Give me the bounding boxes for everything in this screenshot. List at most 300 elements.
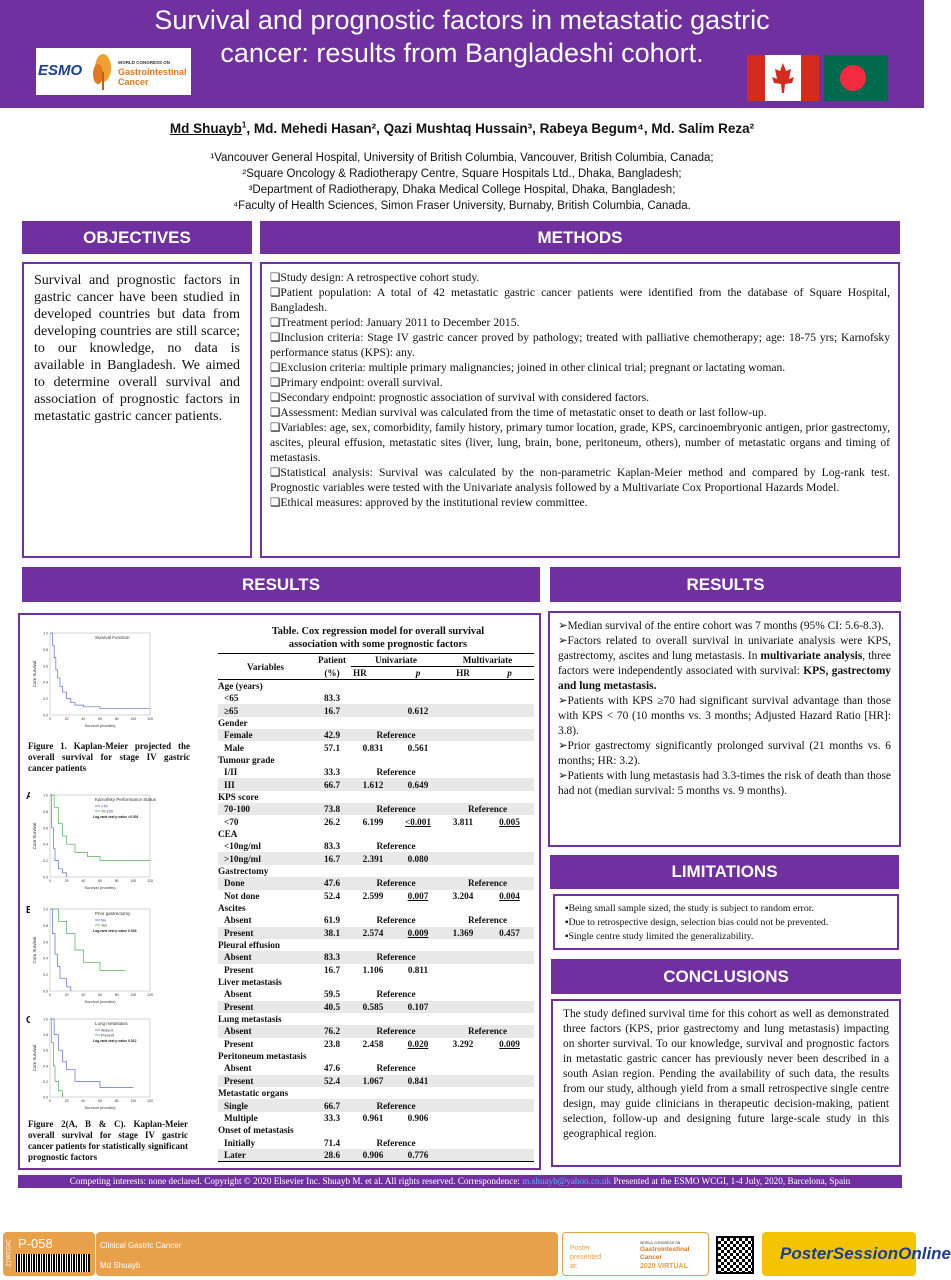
- x-axis-label: Survival (months): [84, 999, 116, 1004]
- cell-hr: Reference: [351, 951, 441, 963]
- presented-at-label: Poster presented at:: [570, 1245, 602, 1270]
- cell-hr-multi: [441, 741, 485, 753]
- cell-patient: 47.6: [323, 1063, 341, 1074]
- cell-hr: [351, 704, 395, 716]
- cell-patient: [313, 976, 351, 988]
- cell-p: [395, 692, 441, 704]
- cell-hr-multi: [441, 852, 485, 864]
- table-row: [218, 964, 534, 976]
- cell-hr: Reference: [351, 803, 441, 815]
- cell-hr-multi: 3.811: [452, 816, 474, 827]
- cell-hr-multi: [441, 717, 485, 729]
- footer-text: Presented at the ESMO WCGI, 1-4 July, 2020, Barcelona, Spain: [611, 1176, 851, 1186]
- x-tick-label: 0: [49, 993, 51, 997]
- y-tick-label: 0.4: [43, 842, 48, 847]
- y-tick-label: 0.0: [43, 1095, 48, 1100]
- x-tick-label: 100: [130, 993, 137, 997]
- table-section-row: [218, 902, 534, 914]
- cell-hr: [351, 1124, 395, 1136]
- cell-hr: [351, 976, 395, 988]
- cell-p-multi: [485, 1050, 534, 1062]
- results-item: [558, 739, 891, 769]
- limitation-item: ▪Single centre study limited the generalizability.: [565, 931, 754, 942]
- log-rank-label: Log-rank test p value 0.012: [93, 1039, 137, 1043]
- x-tick-label: 0: [49, 1099, 51, 1103]
- cell-p: 0.009: [395, 927, 441, 939]
- cell-p: [395, 680, 441, 693]
- results-text: ➢Factors related to overall survival in univariate analysis were KPS, gastrectomy, ascites and lung metastasis. In: [558, 635, 891, 662]
- cell-hr-multi: Reference: [441, 877, 534, 889]
- cell-hr-multi: [441, 704, 485, 716]
- table-section-row: [218, 865, 534, 877]
- results-item: [558, 694, 891, 739]
- cell-variable: Gender: [218, 717, 248, 728]
- cell-patient: [313, 1013, 351, 1025]
- cell-p: [395, 939, 441, 951]
- cell-p-multi: [485, 1136, 534, 1148]
- correspondence-email[interactable]: m.shuayb@yahoo.co.uk: [522, 1176, 612, 1186]
- cell-hr-multi: [441, 1124, 485, 1136]
- cell-variable: Absent: [224, 1063, 252, 1074]
- x-tick-label: 120: [147, 879, 153, 883]
- cell-variable: <10ng/ml: [224, 841, 261, 852]
- km-chart-overall: [30, 629, 154, 737]
- cell-p: 0.107: [395, 1001, 441, 1013]
- cell-p-multi: [485, 704, 534, 716]
- x-axis-label: Survival (months): [84, 1105, 116, 1110]
- cell-patient: 33.3: [323, 1112, 341, 1123]
- table-row: [218, 704, 534, 716]
- y-tick-label: 1.0: [43, 793, 48, 798]
- y-tick-label: 0.8: [43, 923, 48, 928]
- cell-variable: KPS score: [218, 791, 259, 802]
- cell-variable: Ascites: [218, 903, 246, 914]
- cell-hr: Reference: [376, 1137, 416, 1148]
- y-axis-label: Cum Survival: [32, 822, 37, 850]
- cell-hr: Reference: [376, 1063, 416, 1074]
- x-tick-label: 80: [114, 717, 119, 721]
- methods-box: [260, 262, 900, 558]
- x-tick-label: 20: [64, 993, 69, 997]
- footer-text: Competing interests: none declared. Copyright © 2020 Elsevier Inc. Shuayb M. et al. All rights reserved. Correspondence:: [69, 1176, 523, 1186]
- cell-patient: 71.4: [323, 1137, 341, 1148]
- cell-variable: Multiple: [224, 1112, 258, 1123]
- methods-item: ❑Inclusion criteria: Stage IV gastric cancer proved by pathology; treated with palliative chemotherapy; age: 18-75 yrs; Karnofsky performance status (KPS): any.: [270, 331, 890, 359]
- col-univariate: Univariate: [351, 654, 441, 667]
- cell-p: [395, 865, 441, 877]
- cell-hr-multi: [441, 964, 485, 976]
- cell-hr: Reference: [351, 729, 441, 741]
- cell-hr-multi: [441, 729, 485, 741]
- col-hr-multi: HR: [456, 668, 470, 678]
- x-tick-label: 40: [81, 993, 86, 997]
- poster-info-panel: [96, 1232, 558, 1276]
- cell-hr: Reference: [351, 877, 441, 889]
- results-text: ➢Median survival of the entire cohort was 7 months (95% CI: 5.6-8.3).: [558, 620, 884, 632]
- x-tick-label: 40: [81, 879, 86, 883]
- cell-variable: Initially: [224, 1137, 256, 1148]
- logo-line-bottom: Cancer: [118, 77, 149, 87]
- table-section-row: [218, 680, 534, 693]
- cell-variable: Single: [218, 1099, 313, 1111]
- results-heading-left: RESULTS: [22, 567, 540, 602]
- cell-p: [395, 1087, 441, 1099]
- poster-id: P-058: [18, 1236, 53, 1251]
- cell-hr: 2.574: [351, 927, 395, 939]
- cell-patient: 26.2: [323, 816, 341, 827]
- cell-p-multi: [485, 1001, 534, 1013]
- cell-variable: <65: [224, 693, 239, 704]
- cell-hr-multi: [441, 828, 485, 840]
- cell-hr: 2.599: [362, 890, 384, 901]
- x-tick-label: 20: [64, 717, 69, 721]
- cell-patient: [313, 791, 351, 803]
- cell-patient: 40.5: [313, 1001, 351, 1013]
- cell-hr: Reference: [376, 915, 416, 926]
- cell-patient: 57.1: [323, 742, 341, 753]
- cell-variable: Lung metastasis: [218, 1014, 282, 1025]
- y-tick-label: 0.6: [43, 940, 48, 945]
- logo-line-mid: Gastrointestinal: [118, 67, 187, 77]
- cell-hr-multi: [441, 680, 485, 693]
- vertical-code: 21WCGIC: [6, 1239, 13, 1267]
- plot-area: [50, 633, 150, 715]
- legend-title: Survival Function: [95, 635, 130, 640]
- table-row: [218, 877, 534, 889]
- poster-author: Md Shuayb: [100, 1261, 141, 1270]
- cell-hr: Reference: [376, 767, 416, 778]
- cell-hr-multi: [441, 754, 485, 766]
- methods-item: ❑Exclusion criteria: multiple primary malignancies; joined in other clinical trial; pregnant or lactating woman.: [270, 361, 786, 374]
- cell-patient: 52.4: [323, 890, 341, 901]
- cell-hr-multi: 3.204: [452, 890, 474, 901]
- cell-p-multi: [485, 741, 534, 753]
- cell-variable: Absent: [218, 1025, 313, 1037]
- cell-p-multi: [485, 939, 534, 951]
- affiliations: [0, 150, 924, 214]
- cell-patient: [313, 1124, 351, 1136]
- legend-label: Absent: [101, 1028, 113, 1033]
- cox-table-title: [220, 625, 536, 651]
- cell-patient: [313, 680, 351, 693]
- table-row: [218, 1136, 534, 1148]
- x-tick-label: 40: [81, 1099, 86, 1103]
- cell-variable: Present: [218, 1075, 313, 1087]
- cell-p: [395, 754, 441, 766]
- cell-hr: [351, 902, 395, 914]
- methods-item: ❑Study design: A retrospective cohort study.: [270, 271, 480, 284]
- results-text: ➢Patients with lung metastasis had 3.3-times the risk of death than those had not (median survival: 5 months vs. 9 months).: [558, 770, 891, 797]
- x-tick-label: 100: [130, 717, 137, 721]
- cell-variable: Metastatic organs: [218, 1088, 289, 1099]
- col-p-multi: p: [507, 668, 512, 678]
- table-section-row: [218, 1013, 534, 1025]
- legend-label: <70: [101, 804, 108, 809]
- cell-patient: 66.7: [313, 1099, 351, 1111]
- y-tick-label: 0.2: [43, 859, 48, 864]
- cell-variable: Present: [218, 927, 313, 939]
- x-tick-label: 60: [98, 993, 102, 997]
- brand-name: [780, 1244, 951, 1264]
- table-section-row: [218, 1124, 534, 1136]
- cell-p-multi: 0.457: [485, 927, 534, 939]
- cell-patient: 42.9: [313, 729, 351, 741]
- results-item: [558, 769, 891, 799]
- results-list: [550, 613, 899, 805]
- km-chart-kps: [30, 791, 157, 899]
- methods-item: ❑Treatment period: January 2011 to December 2015.: [270, 316, 520, 329]
- cell-hr: 0.831: [362, 742, 384, 753]
- table-row: [218, 852, 534, 864]
- methods-item: ❑Primary endpoint: overall survival.: [270, 376, 443, 389]
- y-tick-label: 1.0: [43, 631, 48, 636]
- cell-patient: 61.9: [323, 915, 341, 926]
- methods-item: ❑Variables: age, sex, comorbidity, family history, primary tumor location, grade, KPS, carcinoembryonic antigen, prior gastrectomy, ascites, pleural effusion, metastatic sites (liver, lung, brain, bone, peritoneum, others), number of metastatic organs and timing of metastasis.: [270, 421, 890, 464]
- cell-hr-multi: [441, 865, 485, 877]
- table-row: [218, 1038, 534, 1050]
- results-figure-table-box: [18, 613, 541, 1170]
- y-tick-label: 0.2: [43, 973, 48, 978]
- cell-variable: Present: [218, 1001, 313, 1013]
- table-row: [218, 890, 534, 902]
- leaf-icon: [90, 52, 116, 90]
- results-summary-box: [548, 611, 901, 847]
- congress-mini-bottom: Cancer: [640, 1254, 663, 1261]
- y-tick-label: 0.8: [43, 647, 48, 652]
- cell-hr-multi: [441, 902, 485, 914]
- y-tick-label: 0.0: [43, 713, 48, 718]
- km-chart-gastrectomy: [30, 905, 154, 1013]
- cell-hr: [351, 1050, 395, 1062]
- x-tick-label: 100: [130, 879, 137, 883]
- cell-hr-multi: 3.292: [452, 1038, 474, 1049]
- cell-hr: 2.391: [351, 852, 395, 864]
- x-tick-label: 120: [147, 1099, 153, 1103]
- col-p: p: [415, 668, 421, 678]
- cell-hr: [351, 828, 395, 840]
- cox-table-title-line: association with some prognostic factors: [288, 639, 468, 650]
- cox-regression-table: [218, 653, 534, 1162]
- cell-p-multi: [485, 1075, 534, 1087]
- methods-item: ❑Statistical analysis: Survival was calculated by the non-parametric Kaplan-Meier method and compared by Log-rank test. Prognostic variables were tested with the Univariate analysis followed by a Multivariate Cox Proportional Hazards Model.: [270, 466, 890, 494]
- cell-p: 0.811: [407, 964, 429, 975]
- cell-p: 0.776: [395, 1149, 441, 1162]
- cell-hr-multi: [441, 840, 485, 852]
- cell-hr: Reference: [376, 989, 416, 1000]
- table-row: [218, 1149, 534, 1162]
- cell-p-multi: [485, 840, 534, 852]
- cell-p-multi: [485, 729, 534, 741]
- cell-hr-multi: Reference: [467, 915, 508, 926]
- table-row: [218, 815, 534, 827]
- cell-patient: [313, 717, 351, 729]
- y-tick-label: 0.4: [43, 680, 48, 685]
- y-tick-label: 0.6: [43, 826, 48, 831]
- qr-code-icon[interactable]: [716, 1236, 754, 1274]
- cell-hr: 0.585: [351, 1001, 395, 1013]
- cell-patient: 16.7: [313, 704, 351, 716]
- legend-title: Lung metastasis: [95, 1021, 128, 1026]
- table-row: [218, 951, 534, 963]
- cell-p: <0.001: [405, 816, 431, 827]
- conclusions-heading: CONCLUSIONS: [551, 959, 901, 994]
- cell-variable: Female: [218, 729, 313, 741]
- y-tick-label: 0.8: [43, 809, 48, 814]
- cell-patient: 59.5: [323, 989, 341, 1000]
- cell-hr: [351, 717, 395, 729]
- cell-p-multi: [485, 778, 534, 790]
- table-row: [218, 840, 534, 852]
- esmo-logo-text: ESMO: [38, 62, 83, 79]
- legend-title: Karnofsky Performance Status: [95, 797, 157, 802]
- x-tick-label: 120: [147, 717, 153, 721]
- cell-p: 0.906: [407, 1112, 429, 1123]
- y-tick-label: 0.8: [43, 1033, 48, 1038]
- cell-hr: [351, 692, 395, 704]
- cell-p: 0.020: [407, 1038, 429, 1049]
- cell-patient: 76.2: [313, 1025, 351, 1037]
- footer-bar: [18, 1175, 902, 1188]
- cell-p-multi: [485, 964, 534, 976]
- results-heading-right: RESULTS: [550, 567, 901, 602]
- cell-p: [395, 1050, 441, 1062]
- cell-p: 0.649: [395, 778, 441, 790]
- cell-hr-multi: 1.369: [441, 927, 485, 939]
- y-tick-label: 1.0: [43, 907, 48, 912]
- x-tick-label: 60: [98, 1099, 102, 1103]
- cell-p-multi: [485, 976, 534, 988]
- cell-patient: [313, 1050, 351, 1062]
- results-emphasis: multivariate analysis: [760, 650, 863, 662]
- cell-variable: Later: [218, 1149, 313, 1162]
- affiliation: ²Square Oncology & Radiotherapy Centre, Square Hospitals Ltd., Dhaka, Bangladesh;: [242, 168, 682, 180]
- limitations-heading: LIMITATIONS: [550, 855, 899, 889]
- col-hr: HR: [353, 668, 367, 678]
- x-axis-label: Survival (months): [84, 723, 116, 728]
- cell-patient: 83.3: [323, 693, 341, 704]
- table-row: [218, 803, 534, 815]
- cell-patient: [313, 865, 351, 877]
- cell-p-multi: [485, 791, 534, 803]
- cell-variable: Present: [224, 964, 254, 975]
- congress-mini-top: WORLD CONGRESS ON: [640, 1241, 681, 1245]
- co-authors: , Md. Mehedi Hasan², Qazi Mushtaq Hussain³, Rabeya Begum⁴, Md. Salim Reza²: [246, 120, 755, 136]
- x-tick-label: 100: [130, 1099, 137, 1103]
- limitation-item: ▪Being small sample sized, the study is subject to random error.: [565, 903, 814, 914]
- cell-hr-multi: [441, 976, 485, 988]
- cell-hr: [351, 865, 395, 877]
- legend-label: 70-100: [101, 809, 113, 814]
- x-tick-label: 60: [98, 717, 102, 721]
- cell-hr-multi: [441, 778, 485, 790]
- cell-p-multi: [485, 692, 534, 704]
- col-patient: Patient: [317, 655, 347, 666]
- cell-patient: 47.6: [313, 877, 351, 889]
- cell-p-multi: [485, 1062, 534, 1074]
- cell-patient: 66.7: [313, 778, 351, 790]
- cell-variable: Peritoneum metastasis: [218, 1051, 307, 1062]
- cell-p-multi: [485, 951, 534, 963]
- table-section-row: [218, 791, 534, 803]
- cell-p-multi: 0.004: [499, 890, 520, 901]
- table-row: [218, 692, 534, 704]
- congress-logo: [36, 48, 191, 95]
- cell-p-multi: [485, 754, 534, 766]
- legend-label: Yes: [101, 923, 108, 928]
- x-tick-label: 0: [49, 879, 51, 883]
- cell-p: [395, 1013, 441, 1025]
- table-row: [218, 988, 534, 1000]
- cell-p-multi: [485, 988, 534, 1000]
- y-tick-label: 0.4: [43, 956, 48, 961]
- cell-hr: 1.106: [362, 964, 384, 975]
- table-row: [218, 729, 534, 741]
- cell-variable: Absent: [218, 951, 313, 963]
- cell-patient: 73.8: [313, 803, 351, 815]
- cell-hr-multi: [441, 1099, 485, 1111]
- y-tick-label: 0.2: [43, 1079, 48, 1084]
- cell-p: [395, 828, 441, 840]
- cell-hr: [351, 680, 395, 693]
- cell-variable: III: [218, 778, 313, 790]
- cell-patient: [313, 1087, 351, 1099]
- table-section-row: [218, 939, 534, 951]
- cell-variable: Present: [224, 1038, 254, 1049]
- figure-a-label: A: [26, 791, 34, 802]
- cell-variable: Onset of metastasis: [218, 1125, 294, 1136]
- barcode-icon: [16, 1254, 90, 1272]
- objectives-box: [22, 262, 252, 558]
- cell-p: 0.841: [395, 1075, 441, 1087]
- cell-p: [395, 902, 441, 914]
- x-tick-label: 80: [114, 993, 119, 997]
- cell-hr-multi: [441, 1013, 485, 1025]
- figure-c-label: C: [26, 1015, 34, 1026]
- results-emphasis: KPS, gastrectomy and lung metastasis.: [558, 665, 891, 692]
- congress-mini-mid: Gastrointestinal: [640, 1246, 690, 1253]
- cell-hr: 0.961: [362, 1112, 384, 1123]
- col-multivariate: Multivariate: [441, 654, 534, 667]
- cell-variable: Absent: [224, 915, 252, 926]
- cell-p-multi: [485, 1099, 534, 1111]
- cell-hr: 1.067: [351, 1075, 395, 1087]
- cell-hr-multi: [441, 791, 485, 803]
- table-row: [218, 741, 534, 753]
- cell-hr-multi: [441, 951, 485, 963]
- cell-p: 0.612: [395, 704, 441, 716]
- cell-hr-multi: [441, 1136, 485, 1148]
- cell-p: [395, 791, 441, 803]
- cell-hr: Reference: [351, 1099, 441, 1111]
- col-pct: (%): [324, 667, 340, 678]
- log-rank-label: Log-rank test p value <0.001: [93, 815, 139, 819]
- methods-item: ❑Ethical measures: approved by the institutional review committee.: [270, 496, 588, 509]
- cell-hr: 1.612: [351, 778, 395, 790]
- y-tick-label: 0.4: [43, 1064, 48, 1069]
- author-line: [0, 120, 924, 136]
- objectives-heading: OBJECTIVES: [22, 221, 252, 254]
- cell-variable: Done: [218, 877, 313, 889]
- km-chart-lung: [30, 1015, 154, 1119]
- cell-p-multi: [485, 766, 534, 778]
- cell-patient: 83.3: [313, 951, 351, 963]
- bottom-strip: [0, 1232, 951, 1280]
- results-item: [558, 619, 891, 634]
- cell-hr-multi: Reference: [441, 1025, 534, 1037]
- y-tick-label: 0.6: [43, 664, 48, 669]
- results-text: ➢Prior gastrectomy significantly prolonged survival (21 months vs. 6 months; HR: 3.2).: [558, 740, 891, 767]
- figure-2-caption: Figure 2(A, B & C). Kaplan-Meier overall survival for stage IV gastric cancer patients for statistically significant prognostic factors: [28, 1119, 188, 1162]
